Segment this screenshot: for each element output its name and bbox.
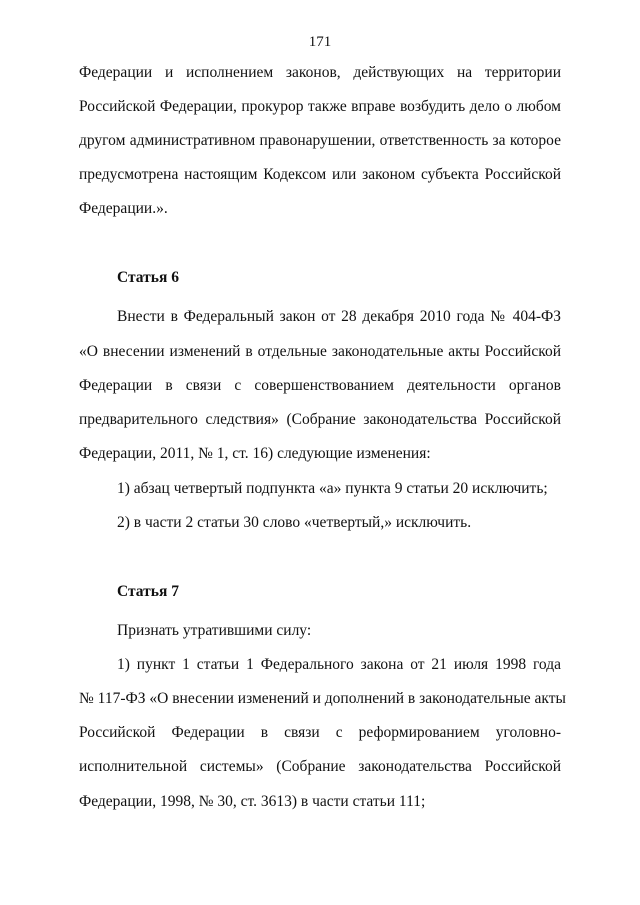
intro-line-4: предусмотрена настоящим Кодексом или законом субъекта Российской (79, 166, 561, 183)
intro-line-3: другом административном правонарушении, ответственность за которое (79, 132, 561, 149)
article-7-line-4: исполнительной системы» (Собрание законодательства Российской (79, 758, 561, 775)
article-7-intro: Признать утратившими силу: (117, 622, 312, 639)
article-6-line-2: «О внесении изменений в отдельные законодательные акты Российской (79, 343, 561, 360)
article-6-line-5: Федерации, 2011, № 1, ст. 16) следующие изменения: (79, 445, 431, 462)
intro-line-1: Федерации и исполнением законов, действующих на территории (79, 64, 561, 81)
article-6-line-1: Внести в Федеральный закон от 28 декабря 2010 года № 404-ФЗ (117, 308, 561, 325)
article-7-line-1: 1) пункт 1 статьи 1 Федерального закона от 21 июля 1998 года (117, 656, 561, 673)
article-6-heading: Статья 6 (117, 269, 179, 286)
article-7-line-3: Российской Федерации в связи с реформированием уголовно- (79, 724, 561, 741)
article-6-line-3: Федерации в связи с совершенствованием деятельности органов (79, 377, 561, 394)
article-7-line-5: Федерации, 1998, № 30, ст. 3613) в части статьи 111; (79, 793, 426, 810)
article-7-line-2: № 117-ФЗ «О внесении изменений и дополнений в законодательные акты (79, 690, 566, 707)
intro-line-2: Российской Федерации, прокурор также вправе возбудить дело о любом (79, 98, 561, 115)
article-6-line-4: предварительного следствия» (Собрание законодательства Российской (79, 411, 561, 428)
intro-line-5: Федерации.». (79, 200, 168, 217)
article-6-item-1: 1) абзац четвертый подпункта «а» пункта 9 статьи 20 исключить; (117, 480, 548, 497)
page-number: 171 (308, 34, 332, 50)
article-7-heading: Статья 7 (117, 583, 179, 600)
article-6-item-2: 2) в части 2 статьи 30 слово «четвертый,» исключить. (117, 514, 472, 531)
